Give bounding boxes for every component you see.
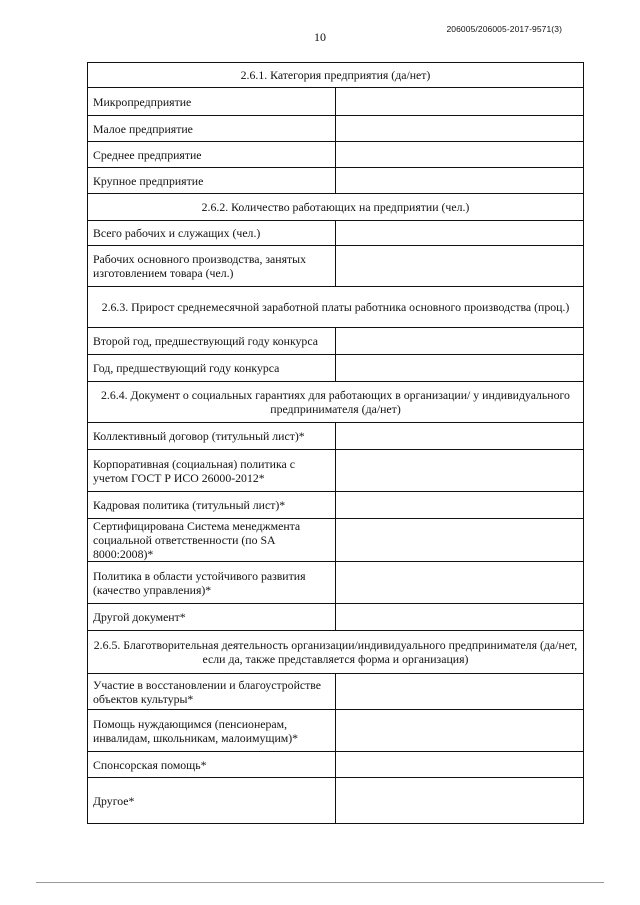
field-label: Кадровая политика (титульный лист)* <box>88 492 336 519</box>
field-label: Сертифицирована Система менеджмента социальной ответственности (по SA 8000:2008)* <box>88 519 336 562</box>
section-header: 2.6.1. Категория предприятия (да/нет) <box>88 63 584 88</box>
field-row <box>88 328 584 355</box>
field-label: Помощь нуждающимся (пенсионерам, инвалидам, школьникам, малоимущим)* <box>88 710 336 752</box>
page-number: 10 <box>314 30 326 44</box>
field-row <box>88 355 584 382</box>
field-label: Всего рабочих и служащих (чел.) <box>88 221 336 246</box>
field-row <box>88 246 584 287</box>
field-label: Корпоративная (социальная) политика с учетом ГОСТ Р ИСО 26000-2012* <box>88 450 336 492</box>
field-row <box>88 450 584 492</box>
field-label: Среднее предприятие <box>88 142 336 168</box>
section-header-row <box>88 194 584 221</box>
field-value-cell[interactable] <box>336 492 584 519</box>
form-table-body <box>88 63 584 824</box>
field-row <box>88 423 584 450</box>
field-label: Год, предшествующий году конкурса <box>88 355 336 382</box>
section-header-row <box>88 382 584 423</box>
field-label: Микропредприятие <box>88 88 336 116</box>
field-value-cell[interactable] <box>336 142 584 168</box>
section-header: 2.6.4. Документ о социальных гарантиях для работающих в организации/ у индивидуального предпринимателя (да/нет) <box>88 382 584 423</box>
field-label: Политика в области устойчивого развития (качество управления)* <box>88 562 336 604</box>
field-value-cell[interactable] <box>336 450 584 492</box>
field-label: Другое* <box>88 778 336 824</box>
field-row <box>88 519 584 562</box>
field-value-cell[interactable] <box>336 752 584 778</box>
field-value-cell[interactable] <box>336 674 584 710</box>
field-row <box>88 778 584 824</box>
field-label: Крупное предприятие <box>88 168 336 194</box>
field-label: Малое предприятие <box>88 116 336 142</box>
field-row <box>88 168 584 194</box>
field-value-cell[interactable] <box>336 423 584 450</box>
field-label: Участие в восстановлении и благоустройстве объектов культуры* <box>88 674 336 710</box>
field-value-cell[interactable] <box>336 519 584 562</box>
section-header: 2.6.2. Количество работающих на предприятии (чел.) <box>88 194 584 221</box>
field-value-cell[interactable] <box>336 355 584 382</box>
field-row <box>88 562 584 604</box>
form-table <box>87 62 584 824</box>
field-row <box>88 710 584 752</box>
field-value-cell[interactable] <box>336 246 584 287</box>
field-value-cell[interactable] <box>336 116 584 142</box>
section-header-row <box>88 287 584 328</box>
field-label: Второй год, предшествующий году конкурса <box>88 328 336 355</box>
section-header-row <box>88 631 584 674</box>
field-row <box>88 116 584 142</box>
section-header: 2.6.5. Благотворительная деятельность организации/индивидуального предпринимателя (да/нет, если да, также представляется форма и организация) <box>88 631 584 674</box>
field-value-cell[interactable] <box>336 778 584 824</box>
page-bottom-line <box>36 882 604 883</box>
field-label: Спонсорская помощь* <box>88 752 336 778</box>
field-label: Другой документ* <box>88 604 336 631</box>
field-row <box>88 142 584 168</box>
field-value-cell[interactable] <box>336 710 584 752</box>
field-row <box>88 604 584 631</box>
document-code: 206005/206005-2017-9571(3) <box>446 24 562 34</box>
field-value-cell[interactable] <box>336 328 584 355</box>
field-value-cell[interactable] <box>336 168 584 194</box>
field-label: Рабочих основного производства, занятых изготовлением товара (чел.) <box>88 246 336 287</box>
field-value-cell[interactable] <box>336 88 584 116</box>
field-row <box>88 752 584 778</box>
field-row <box>88 221 584 246</box>
field-row <box>88 492 584 519</box>
section-header-row <box>88 63 584 88</box>
field-value-cell[interactable] <box>336 221 584 246</box>
field-label: Коллективный договор (титульный лист)* <box>88 423 336 450</box>
field-row <box>88 88 584 116</box>
section-header: 2.6.3. Прирост среднемесячной заработной платы работника основного производства (проц.) <box>88 287 584 328</box>
field-value-cell[interactable] <box>336 562 584 604</box>
field-value-cell[interactable] <box>336 604 584 631</box>
field-row <box>88 674 584 710</box>
